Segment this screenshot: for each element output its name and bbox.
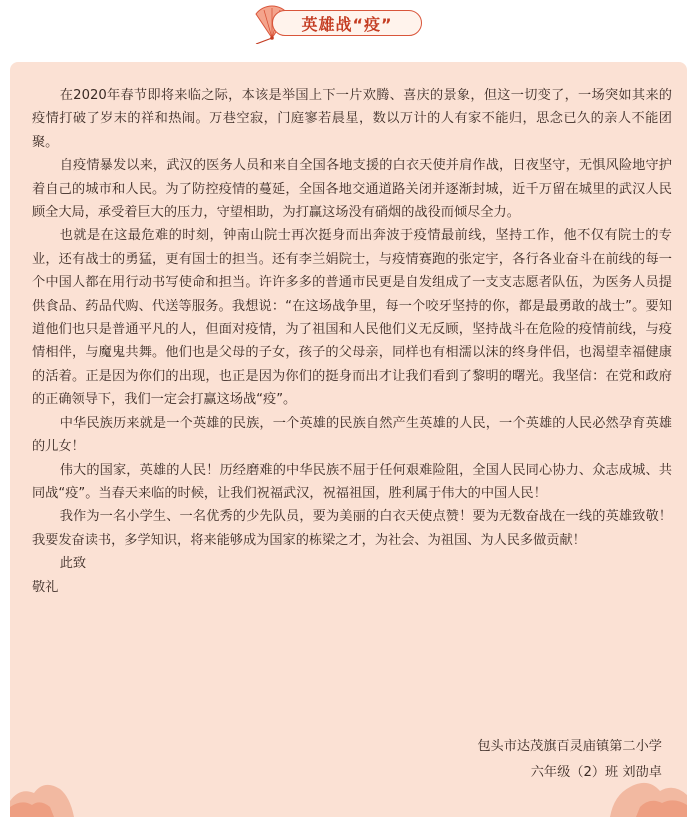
- letter-body: [32, 84, 672, 599]
- letter-card: [10, 62, 687, 817]
- letter-closing: 敬礼: [32, 579, 59, 595]
- letter-paragraph: 也就是在这最危难的时刻，钟南山院士再次挺身而出奔波于疫情最前线，坚持工作，他不仅有院士的专业，还有战士的勇猛，更有国士的担当。还有李兰娟院士，与疫情赛跑的张定宇，各行各业奋斗在前线的每一个中国人都在用行动书写使命和担当。许许多多的普通市民更是自发组成了一支支志愿者队伍，为医务人员提供食品、药品代购、代送等服务。我想说：“在这场战争里，每一个咬牙坚持的你，都是最勇敢的战士”。要知道他们也只是普通平凡的人，但面对疫情，为了祖国和人民他们义无反顾，坚持战斗在危险的疫情前线，与疫情相伴，与魔鬼共舞。他们也是父母的子女，孩子的父母亲，同样也有相濡以沫的终身伴侣，也渴望幸福健康的活着。正是因为你们的出现，也正是因为你们的挺身而出才让我们看到了黎明的曙光。我坚信：在党和政府的正确领导下，我们一定会打赢这场战“疫”。: [32, 228, 672, 408]
- letter-paragraph: 在2020年春节即将来临之际，本该是举国上下一片欢腾、喜庆的景象，但这一切变了，一场突如其来的疫情打破了岁末的祥和热闹。万巷空寂，门庭寥若晨星，数以万计的人有家不能归，思念已久的亲人不能团聚。: [32, 88, 672, 150]
- letter-paragraph: 自疫情暴发以来，武汉的医务人员和来自全国各地支援的白衣天使并肩作战，日夜坚守，无惧风险地守护着自己的城市和人民。为了防控疫情的蔓延，全国各地交通道路关闭并逐渐封城，近千万留在城里的武汉人民顾全大局，承受着巨大的压力，守望相助，为打赢这场没有硝烟的战役而倾尽全力。: [32, 158, 672, 221]
- school-name: 包头市达茂旗百灵庙镇第二小学: [477, 739, 662, 754]
- cloud-decoration: [10, 757, 687, 817]
- author-name: 六年级（2）班 刘劭卓: [530, 765, 662, 780]
- page-title: 英雄战“疫”: [272, 10, 422, 36]
- letter-paragraph: 我作为一名小学生、一名优秀的少先队员，要为美丽的白衣天使点赞！要为无数奋战在一线的英雄致敬！我要发奋读书，多学知识，将来能够成为国家的栋梁之才，为社会、为祖国、为人民多做贡献！: [32, 509, 672, 548]
- letter-paragraph: 此致: [59, 556, 87, 572]
- letter-paragraph: 中华民族历来就是一个英雄的民族，一个英雄的民族自然产生英雄的人民，一个英雄的人民必然孕育英雄的儿女！: [32, 415, 672, 455]
- title-banner: [250, 4, 440, 44]
- letter-paragraph: 伟大的国家，英雄的人民！历经磨难的中华民族不屈于任何艰难险阻，全国人民同心协力、众志成城、共同战“疫”。当春天来临的时候，让我们祝福武汉，祝福祖国，胜利属于伟大的中国人民！: [32, 462, 672, 501]
